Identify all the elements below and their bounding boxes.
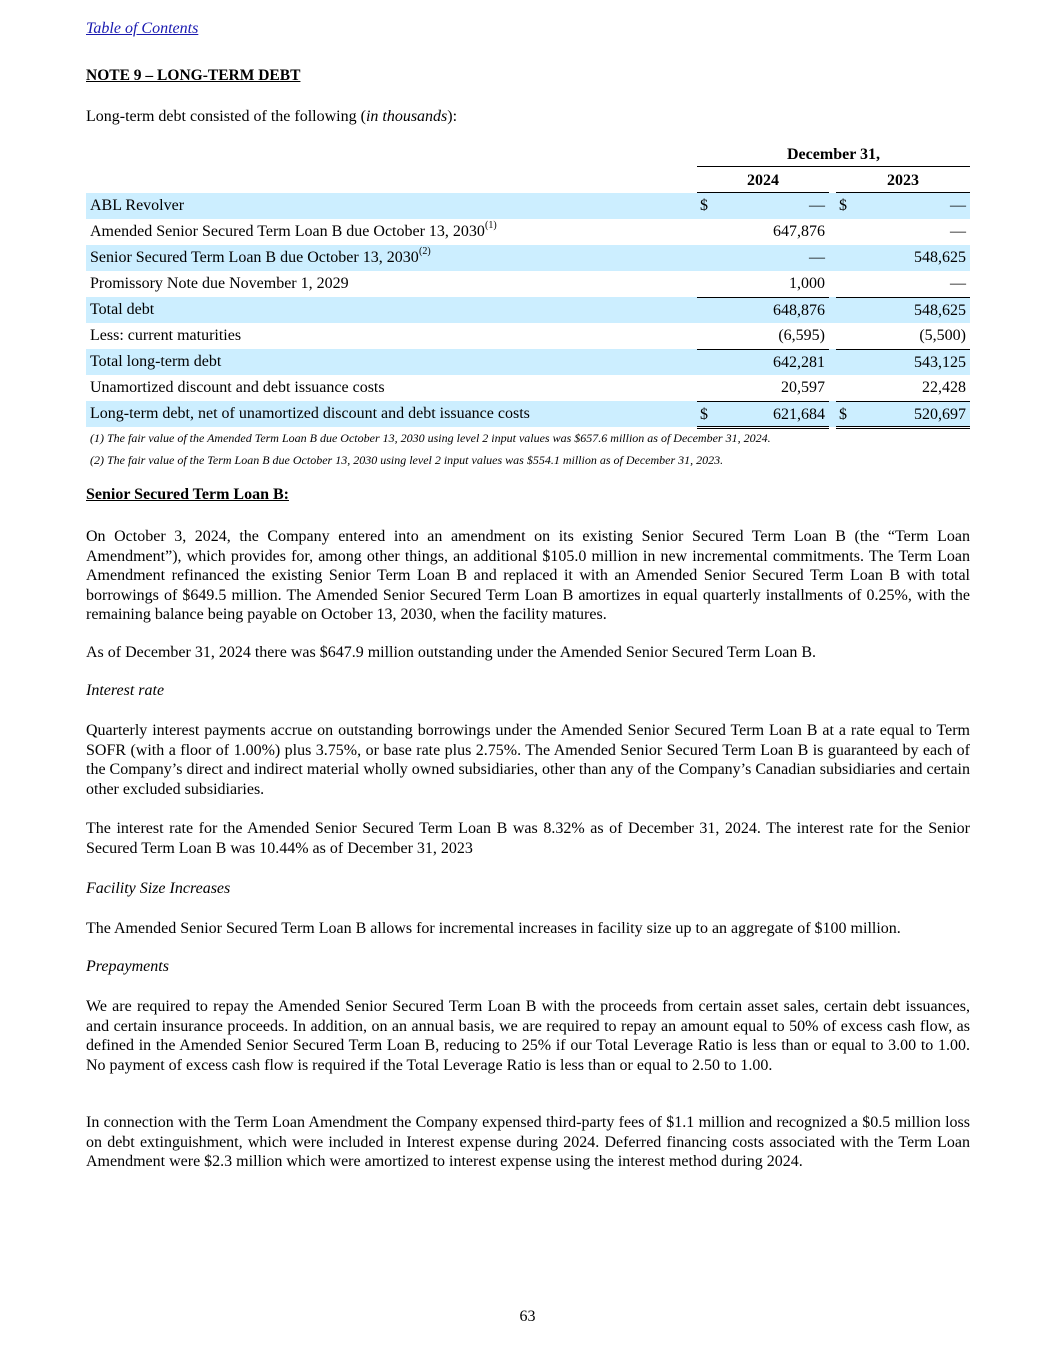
cell-value: 548,625 [914, 249, 966, 266]
intro-units: in thousands [365, 108, 448, 125]
row-label: Unamortized discount and debt issuance costs [90, 379, 385, 396]
cell-2023 [836, 245, 970, 271]
cell-2023 [836, 401, 970, 429]
dollar-sign: $ [839, 406, 847, 423]
paragraph-facility-size: The Amended Senior Secured Term Loan B allows for incremental increases in facility size up to an aggregate of $100 million. [86, 920, 901, 937]
row-label: Total long-term debt [90, 353, 222, 370]
cell-2023 [836, 323, 970, 349]
cell-2024 [697, 297, 829, 324]
facility-size-heading: Facility Size Increases [86, 880, 231, 897]
table-of-contents-link[interactable]: Table of Contents [86, 20, 199, 37]
paragraph-outstanding: As of December 31, 2024 there was $647.9 million outstanding under the Amended Senior Secured Term Loan B. [86, 644, 816, 661]
cell-value: — [809, 197, 825, 214]
table-row [86, 245, 970, 271]
cell-2023 [836, 193, 970, 219]
paragraph-term-loan-amendment: On October 3, 2024, the Company entered into an amendment on its existing Senior Secured Term Loan B (the “Term Loan Amendment”), which provides for, among other things, an additional $105.0 million in new incremental commitments. The Term Loan Amendment refinanced the existing Senior Term Loan B and replaced it with an Amended Senior Secured Term Loan B with total borrowings of $649.5 million. The Amended Senior Secured Term Loan B amortizes in equal quarterly installments of 0.25%, with the remaining balance being payable on October 13, 2030, when the facility matures. [86, 528, 970, 623]
cell-value: — [809, 249, 825, 266]
cell-2023 [836, 349, 970, 376]
table-intro [86, 108, 457, 126]
cell-value: — [950, 275, 966, 292]
cell-value: 548,625 [914, 302, 966, 319]
cell-2023 [836, 375, 970, 401]
row-label: Senior Secured Term Loan B due October 13, 2030 [90, 249, 419, 266]
senior-secured-heading: Senior Secured Term Loan B: [86, 486, 289, 503]
note-title: NOTE 9 – LONG-TERM DEBT [86, 67, 301, 84]
paragraph-fees: In connection with the Term Loan Amendment the Company expensed third-party fees of $1.1 million and recognized a $0.5 million loss on debt extinguishment, which were included in Interest expense during 2024. Deferred financing costs associated with the Term Loan Amendment were $2.3 million which were amortized to interest expense using the interest method during 2024. [86, 1114, 970, 1170]
row-label: ABL Revolver [90, 197, 185, 214]
table-row [86, 349, 970, 375]
cell-value: 520,697 [914, 406, 966, 423]
row-footnote-ref: (1) [485, 220, 497, 231]
row-footnote-ref: (2) [419, 246, 431, 257]
table-row [86, 297, 970, 323]
cell-2023 [836, 297, 970, 324]
row-label: Total debt [90, 301, 155, 318]
cell-2024 [697, 401, 829, 429]
footnote-1: (1) The fair value of the Amended Term Loan B due October 13, 2030 using level 2 input values was $657.6 million as of December 31, 2024. [90, 431, 771, 445]
paragraph-interest-accrual: Quarterly interest payments accrue on outstanding borrowings under the Amended Senior Secured Term Loan B at a rate equal to Term SOFR (with a floor of 1.00%) plus 3.75%, or base rate plus 2.75%. The Amended Senior Secured Term Loan B is guaranteed by each of the Company’s direct and indirect material wholly owned subsidiaries, other than any of the Company’s Canadian subsidiaries and certain other excluded subsidiaries. [86, 722, 970, 798]
cell-2024 [697, 349, 829, 376]
period-header: December 31, [697, 146, 970, 167]
cell-2023 [836, 271, 970, 297]
cell-value: 1,000 [789, 275, 825, 292]
cell-value: 22,428 [922, 379, 966, 396]
row-label: Promissory Note due November 1, 2029 [90, 275, 349, 292]
cell-value: (6,595) [778, 327, 825, 344]
cell-value: 642,281 [773, 354, 825, 371]
cell-2023 [836, 219, 970, 245]
cell-2024 [697, 323, 829, 349]
row-label: Long-term debt, net of unamortized discount and debt issuance costs [90, 405, 530, 422]
paragraph-interest-rates: The interest rate for the Amended Senior Secured Term Loan B was 8.32% as of December 31, 2024. The interest rate for the Senior Secured Term Loan B was 10.44% as of December 31, 2023 [86, 820, 970, 857]
interest-rate-heading: Interest rate [86, 682, 165, 699]
cell-value: 648,876 [773, 302, 825, 319]
table-row [86, 219, 970, 245]
table-row [86, 375, 970, 401]
table-row [86, 323, 970, 349]
table-row [86, 401, 970, 427]
cell-2024 [697, 375, 829, 401]
cell-2024 [697, 219, 829, 245]
table-row [86, 193, 970, 219]
dollar-sign: $ [700, 197, 708, 214]
cell-value: 647,876 [773, 223, 825, 240]
dollar-sign: $ [700, 406, 708, 423]
year-header-2023: 2023 [836, 172, 970, 193]
page-number: 63 [519, 1308, 536, 1325]
footnote-2: (2) The fair value of the Term Loan B due October 13, 2030 using level 2 input values was $554.1 million as of December 31, 2023. [90, 453, 724, 467]
row-label: Amended Senior Secured Term Loan B due October 13, 2030 [90, 223, 485, 240]
dollar-sign: $ [839, 197, 847, 214]
year-header-2024: 2024 [697, 172, 829, 193]
cell-value: (5,500) [919, 327, 966, 344]
cell-value: 20,597 [781, 379, 825, 396]
cell-2024 [697, 193, 829, 219]
cell-2024 [697, 245, 829, 271]
table-row [86, 271, 970, 297]
cell-value: — [950, 223, 966, 240]
paragraph-prepayments: We are required to repay the Amended Senior Secured Term Loan B with the proceeds from certain asset sales, certain debt issuances, and certain insurance proceeds. In addition, on an annual basis, we are required to repay an amount equal to 50% of excess cash flow, as defined in the Amended Senior Secured Term Loan B, reducing to 25% if our Total Leverage Ratio is less than or equal to 3.00 to 1.00. No payment of excess cash flow is required if the Total Leverage Ratio is less than or equal to 2.50 to 1.00. [86, 998, 970, 1074]
cell-value: — [950, 197, 966, 214]
cell-2024 [697, 271, 829, 297]
cell-value: 543,125 [914, 354, 966, 371]
intro-prefix: Long-term debt consisted of the following ( [86, 108, 366, 125]
prepayments-heading: Prepayments [86, 958, 169, 975]
intro-suffix: ): [447, 108, 458, 125]
row-label: Less: current maturities [90, 327, 242, 344]
cell-value: 621,684 [773, 406, 825, 423]
